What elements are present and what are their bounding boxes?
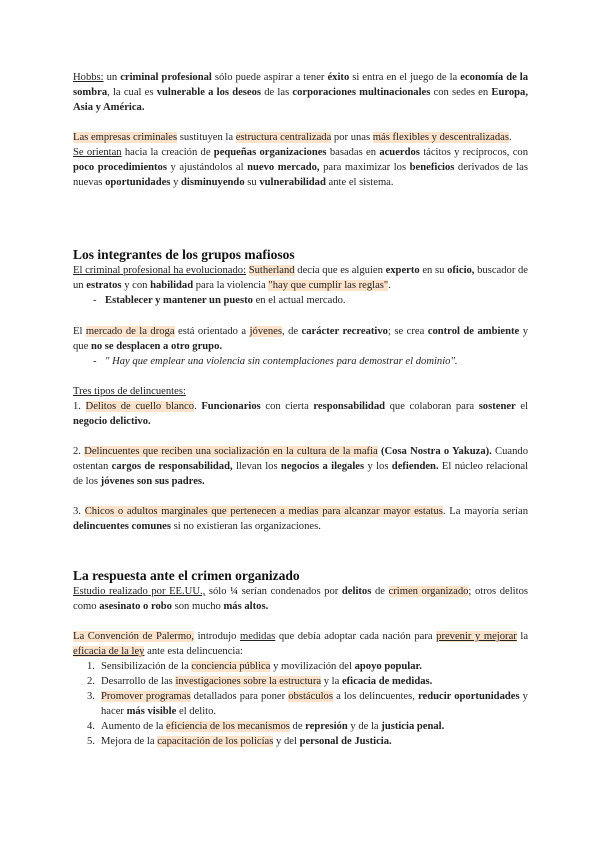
- measures-list: [73, 659, 528, 749]
- section-heading-respuesta: La respuesta ante el crimen organizado: [73, 568, 300, 583]
- bullet-list-puesto: [73, 293, 528, 308]
- section-heading-integrantes: Los integrantes de los grupos mafiosos: [73, 247, 295, 262]
- type-3-paragraph: 3. Chicos o adultos marginales que pertenecen a medias para alcanzar mayor estatus. La mayoría serían delincuentes comunes si no existieran las organizaciones.: [73, 506, 528, 532]
- intro-paragraph-hobbs: Hobbs: un criminal profesional sólo puede aspirar a tener éxito si entra en el juego de la economía de la sombra, la cual es vulnerable a los deseos de las corporaciones multinacionales con sedes en Europa, Asia y América.: [73, 72, 529, 113]
- list-item: 5. Mejora de la capacitación de los policías y del personal de Justicia.: [87, 736, 392, 747]
- type-1-paragraph: 1. Delitos de cuello blanco. Funcionarios con cierta responsabilidad que colaboran para sostener el negocio delictivo.: [73, 401, 529, 427]
- types-title: Tres tipos de delincuentes:: [73, 386, 186, 397]
- paragraph-convencion-palermo: La Convención de Palermo, introdujo medidas que debía adoptar cada nación para prevenir y mejorar la eficacia de la ley ante esta delincuencia:: [73, 631, 529, 657]
- paragraph-estudio: Estudio realizado por EE.UU., sólo ¼ serían condenados por delitos de crimen organizado; otros delitos como asesinato o robo son mucho más altos.: [73, 586, 528, 612]
- intro-block: [73, 70, 528, 190]
- list-item: - Establecer y mantener un puesto en el actual mercado.: [93, 293, 528, 308]
- intro-paragraph-orientan: Se orientan hacia la creación de pequeñas organizaciones basadas en acuerdos tácitos y recíprocos, con poco procedimientos y ajustándolos al nuevo mercado, para maximizar los beneficios derivados de las nuevas oportunidades y disminuyendo su vulnerabilidad ante el sistema.: [73, 147, 529, 188]
- list-item: 2. Desarrollo de las investigaciones sobre la estructura y la eficacia de medidas.: [87, 676, 433, 687]
- paragraph-criminal-profesional: El criminal profesional ha evolucionado: Sutherland decía que es alguien experto en su oficio, buscador de un estratos y con habilidad para la violencia "hay que cumplir las reglas".: [73, 265, 529, 291]
- paragraph-mercado-droga: El mercado de la droga está orientado a jóvenes, de carácter recreativo; se crea control de ambiente y que no se desplacen a otro grupo.: [73, 326, 529, 352]
- section1-block: [73, 263, 528, 534]
- section2-block: [73, 584, 528, 749]
- list-item: 4. Aumento de la eficiencia de los mecanismos de represión y de la justicia penal.: [87, 721, 445, 732]
- list-item: 1. Sensibilización de la conciencia pública y movilización del apoyo popular.: [87, 661, 422, 672]
- intro-paragraph-empresas: Las empresas criminales sustituyen la estructura centralizada por unas más flexibles y descentralizadas.: [73, 132, 512, 143]
- bullet-list-violencia: [73, 354, 528, 369]
- list-item: - " Hay que emplear una violencia sin contemplaciones para demostrar el dominio".: [93, 354, 528, 369]
- list-item: 3. Promover programas detallados para poner obstáculos a los delincuentes, reducir oportunidades y hacer más visible el delito.: [87, 691, 528, 717]
- type-2-paragraph: 2. Delincuentes que reciben una socialización en la cultura de la mafia (Cosa Nostra o Yakuza). Cuando ostentan cargos de responsabilidad, llevan los negocios a ilegales y los defienden. El núcleo relacional de los jóvenes son sus padres.: [73, 446, 529, 487]
